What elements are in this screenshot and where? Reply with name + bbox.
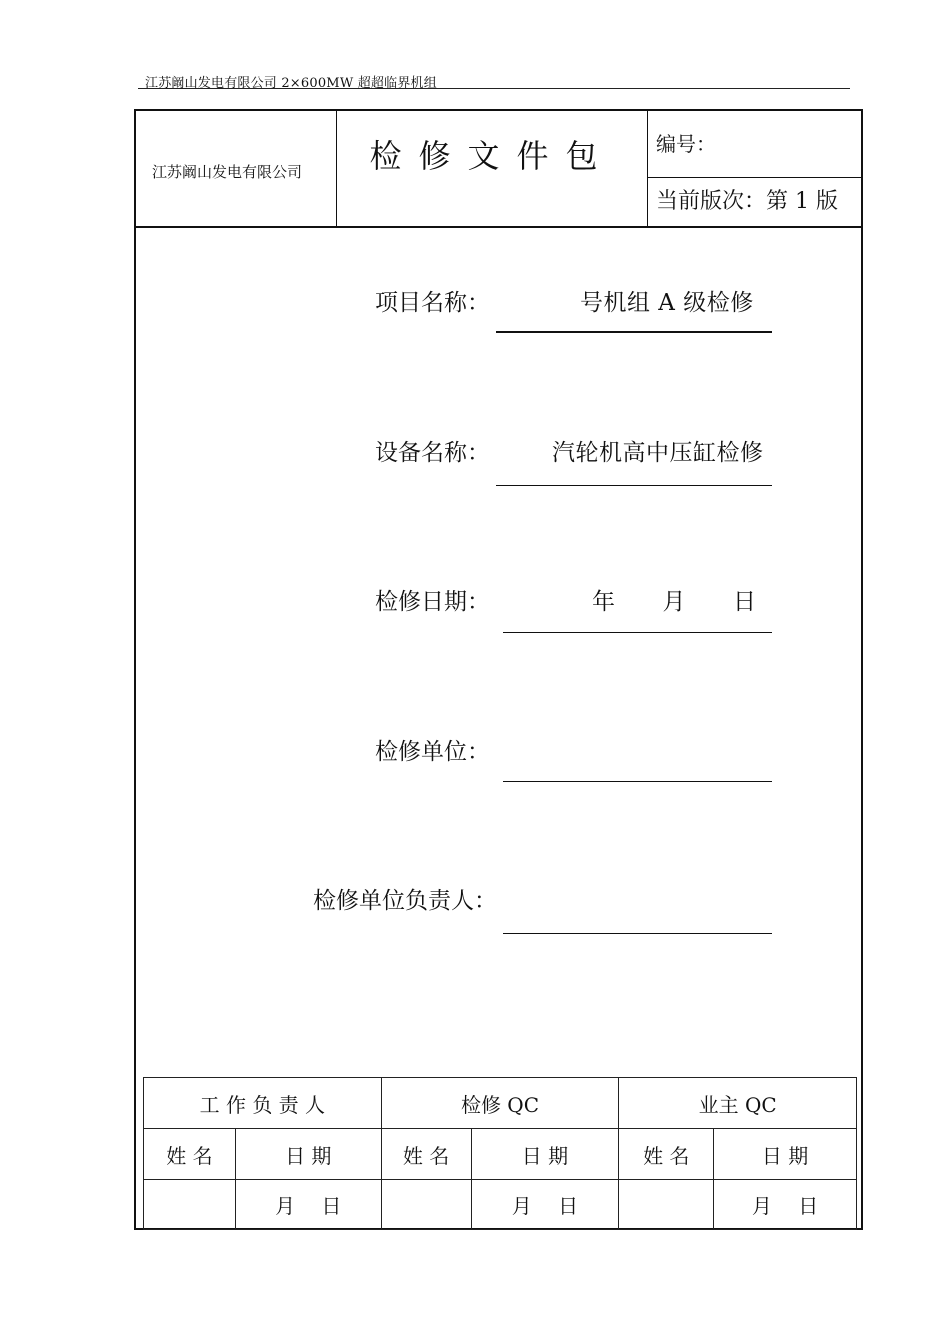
maintenance-date-value: 年 月 日: [592, 589, 757, 615]
work-leader-header: 工 作 负 责 人: [144, 1078, 382, 1129]
date-header: 日 期: [471, 1129, 619, 1180]
date-cell[interactable]: 月 日: [235, 1180, 381, 1230]
document-code-label: 编号：: [656, 132, 716, 156]
date-cell[interactable]: 月 日: [471, 1180, 619, 1230]
signature-table: [143, 1077, 857, 1230]
unit-leader-underline: [503, 933, 772, 934]
table-row: [144, 1180, 857, 1230]
name-header: 姓 名: [619, 1129, 714, 1180]
header-rule: [138, 88, 850, 89]
running-header: 江苏阚山发电有限公司 2×600MW 超超临界机组: [145, 76, 437, 91]
date-cell[interactable]: 月 日: [714, 1180, 857, 1230]
table-row: [144, 1129, 857, 1180]
document-version: 当前版次：第 1 版: [656, 189, 838, 214]
document-title: 检修文件包: [369, 137, 615, 175]
name-cell[interactable]: [144, 1180, 236, 1230]
equipment-name-value: 汽轮机高中压缸检修: [552, 440, 764, 466]
name-cell[interactable]: [381, 1180, 471, 1230]
maintenance-date-underline: [503, 632, 772, 633]
maintenance-date-label: 检修日期：: [375, 589, 490, 615]
title-block-code-rule: [647, 177, 863, 178]
equipment-name-underline: [496, 485, 772, 486]
unit-leader-label: 检修单位负责人：: [313, 888, 497, 914]
date-header: 日 期: [714, 1129, 857, 1180]
title-block-bottom-rule: [134, 226, 863, 228]
name-header: 姓 名: [381, 1129, 471, 1180]
company-name: 江苏阚山发电有限公司: [152, 163, 303, 181]
project-name-value: 号机组 A 级检修: [580, 290, 754, 316]
project-name-underline: [496, 331, 772, 333]
document-frame: [134, 109, 863, 1230]
date-header: 日 期: [235, 1129, 381, 1180]
project-name-label: 项目名称：: [375, 290, 490, 316]
equipment-name-label: 设备名称：: [375, 440, 490, 466]
name-cell[interactable]: [619, 1180, 714, 1230]
maintenance-unit-underline: [503, 781, 772, 782]
maintenance-unit-label: 检修单位：: [375, 739, 490, 765]
maintenance-qc-header: 检修 QC: [381, 1078, 619, 1129]
table-row: [144, 1078, 857, 1129]
owner-qc-header: 业主 QC: [619, 1078, 857, 1129]
name-header: 姓 名: [144, 1129, 236, 1180]
